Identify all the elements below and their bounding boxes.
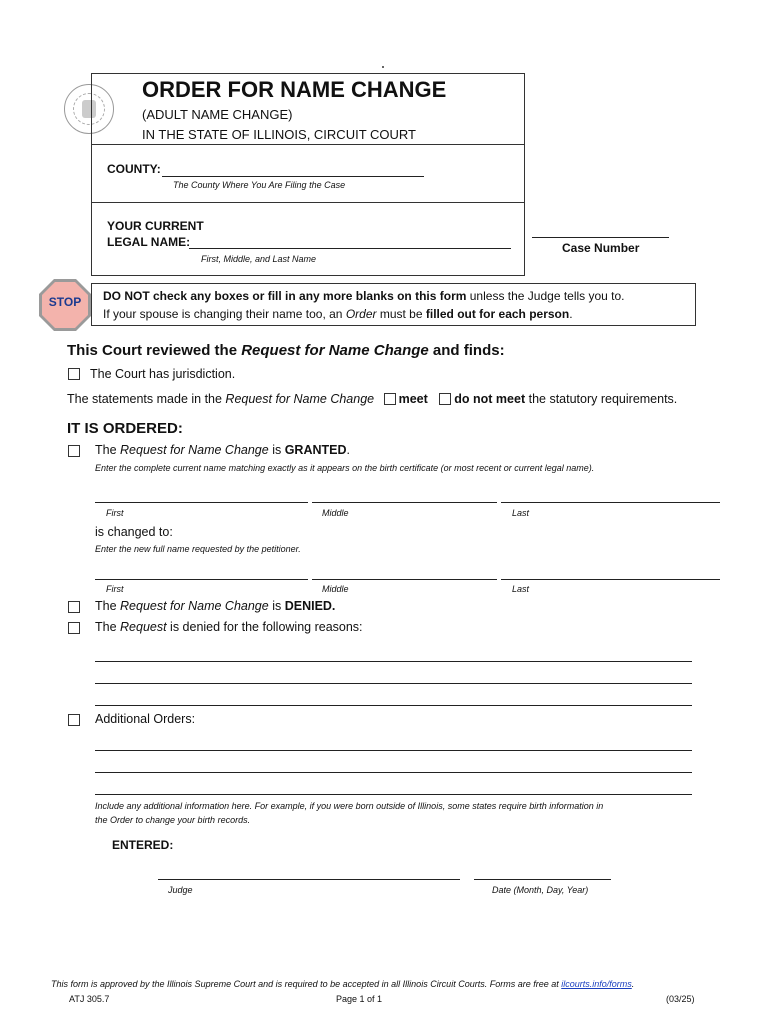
new-middle-field[interactable] (312, 579, 497, 580)
reasons-line-2[interactable] (95, 683, 692, 684)
stop-sign-text: STOP (48, 295, 82, 309)
current-last-label: Last (512, 508, 530, 518)
new-first-label: First (106, 584, 124, 594)
additional-checkbox[interactable] (68, 714, 80, 726)
granted-text: The Request for Name Change is GRANTED. (95, 443, 350, 457)
current-middle-field[interactable] (312, 502, 497, 503)
statements-line: The statements made in the Request for Name Change meet do not meet the statutory requirements. (67, 392, 678, 406)
footer-approval: This form is approved by the Illinois Supreme Court and is required to be accepted in all Illinois Circuit Courts. Forms are free at ilcourts.info/forms. (51, 979, 635, 989)
date-field[interactable] (474, 879, 611, 880)
form-version: (03/25) (666, 994, 695, 1004)
legal-name-hint: First, Middle, and Last Name (201, 254, 317, 264)
do-not-meet-checkbox[interactable] (439, 393, 451, 405)
current-last-field[interactable] (501, 502, 720, 503)
new-name-hint: Enter the new full name requested by the petitioner. (95, 544, 301, 554)
stop-line-2: If your spouse is changing their name too, an Order must be filled out for each person. (103, 307, 573, 321)
entered-label: ENTERED: (112, 838, 174, 852)
ordered-heading: IT IS ORDERED: (67, 420, 183, 437)
form-title: ORDER FOR NAME CHANGE (142, 77, 447, 102)
current-middle-label: Middle (322, 508, 349, 518)
reasons-checkbox[interactable] (68, 622, 80, 634)
name-label-1: YOUR CURRENT (107, 219, 204, 233)
findings-heading: This Court reviewed the Request for Name Change and finds: (67, 342, 505, 359)
additional-line-1[interactable] (95, 750, 692, 751)
new-last-label: Last (512, 584, 530, 594)
case-number-field[interactable] (532, 237, 669, 238)
granted-checkbox[interactable] (68, 445, 80, 457)
stop-line-1: DO NOT check any boxes or fill in any more blanks on this form unless the Judge tells you to. (103, 289, 625, 303)
case-number-label: Case Number (562, 241, 640, 255)
new-last-field[interactable] (501, 579, 720, 580)
current-first-label: First (106, 508, 124, 518)
additional-text: Additional Orders: (95, 712, 196, 726)
current-name-hint: Enter the complete current name matching exactly as it appears on the birth certificate (or most recent or current legal name). (95, 463, 595, 473)
reasons-text: The Request is denied for the following reasons: (95, 620, 363, 634)
county-label: COUNTY: (107, 162, 161, 176)
new-middle-label: Middle (322, 584, 349, 594)
date-label: Date (Month, Day, Year) (492, 885, 589, 895)
county-hint: The County Where You Are Filing the Case (173, 180, 346, 190)
additional-hint-2: the Order to change your birth records. (95, 815, 251, 825)
name-label-2: LEGAL NAME: (107, 235, 191, 249)
additional-hint-1: Include any additional information here. For example, if you were born outside of Illinois, some states require birth information in (95, 801, 604, 811)
current-first-field[interactable] (95, 502, 308, 503)
additional-line-2[interactable] (95, 772, 692, 773)
jurisdiction-checkbox[interactable] (68, 368, 80, 380)
changed-to-text: is changed to: (95, 525, 173, 539)
jurisdiction-text: The Court has jurisdiction. (90, 367, 236, 381)
reasons-line-3[interactable] (95, 705, 692, 706)
forms-link[interactable]: ilcourts.info/forms (561, 979, 632, 989)
top-dot (382, 66, 384, 68)
additional-line-3[interactable] (95, 794, 692, 795)
denied-checkbox[interactable] (68, 601, 80, 613)
new-first-field[interactable] (95, 579, 308, 580)
form-id: ATJ 305.7 (69, 994, 110, 1004)
form-subtitle-1: (ADULT NAME CHANGE) (142, 107, 293, 122)
judge-signature-field[interactable] (158, 879, 460, 880)
meet-checkbox[interactable] (384, 393, 396, 405)
page-number: Page 1 of 1 (336, 994, 383, 1004)
legal-name-field[interactable] (189, 248, 511, 249)
reasons-line-1[interactable] (95, 661, 692, 662)
judge-label: Judge (168, 885, 193, 895)
denied-text: The Request for Name Change is DENIED. (95, 599, 336, 613)
county-field[interactable] (162, 176, 424, 177)
form-subtitle-2: IN THE STATE OF ILLINOIS, CIRCUIT COURT (142, 127, 416, 142)
